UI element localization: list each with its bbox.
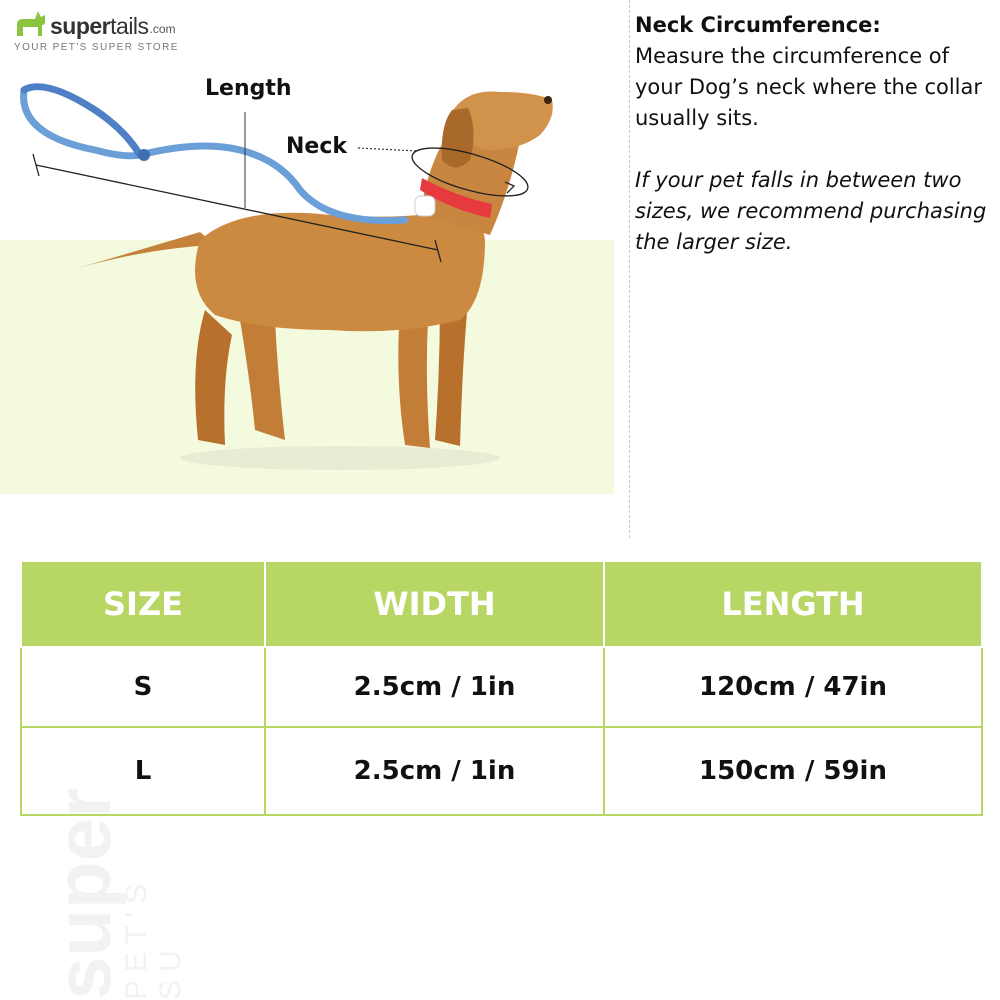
table-row — [21, 647, 982, 727]
table-header-row — [21, 562, 982, 647]
size-cell: S — [21, 647, 265, 727]
logo-tagline: YOUR PET'S SUPER STORE — [14, 42, 179, 53]
info-panel — [635, 10, 990, 258]
width-cell: 2.5cm / 1in — [265, 647, 604, 727]
length-cell: 150cm / 59in — [604, 727, 982, 815]
length-cell: 120cm / 47in — [604, 647, 982, 727]
logo-domain: .com — [149, 22, 176, 36]
info-body: Measure the circumference of your Dog’s neck where the collar usually sits. — [635, 44, 983, 130]
watermark-sub-text: PET'S SU — [120, 875, 187, 1000]
width-cell: 2.5cm / 1in — [265, 727, 604, 815]
logo-wordmark-rest: tails — [110, 13, 149, 39]
size-cell: L — [21, 727, 265, 815]
info-note: If your pet falls in between two sizes, we recommend purchasing the larger size. — [635, 168, 987, 254]
watermark — [8, 787, 238, 1000]
watermark-main-text: super — [39, 787, 127, 1000]
header-length: LENGTH — [604, 562, 982, 647]
length-label: Length — [205, 76, 292, 101]
header-width: WIDTH — [265, 562, 604, 647]
vertical-divider — [629, 0, 630, 538]
info-title: Neck Circumference: — [635, 13, 881, 37]
table-row — [21, 727, 982, 815]
logo-wordmark-bold: super — [50, 13, 111, 39]
neck-label: Neck — [286, 134, 348, 159]
size-table — [20, 562, 983, 816]
dog-leash-illustration — [0, 0, 620, 500]
header-size: SIZE — [21, 562, 265, 647]
